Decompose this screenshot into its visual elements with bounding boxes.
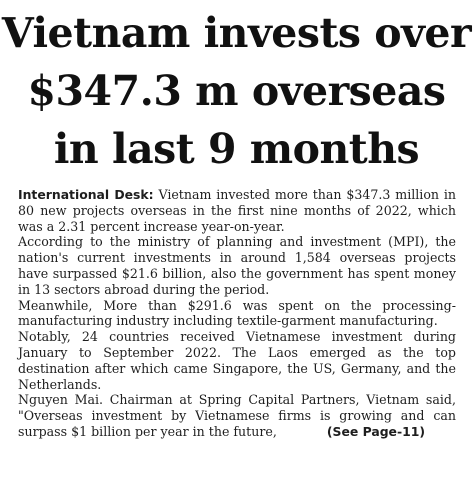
headline-line-3: in last 9 months [53,125,420,173]
paragraph-3: Meanwhile, More than $291.6 was spent on the processing-manufacturing industry including textile-garment manufacturing. [18,297,456,329]
paragraph-2: According to the ministry of planning and investment (MPI), the nation's current investments in around 1,584 overseas projects have surpassed $21.6 billion, also the government has spent money in 13 sectors abroad during the period. [18,234,456,297]
article-body [18,187,456,440]
headline [0,4,473,178]
paragraph-4: Notably, 24 countries received Vietnamese investment during January to September 2022. The Laos emerged as the top destination after which came Singapore, the US, Germany, and the Netherlands. [18,329,456,392]
dateline: International Desk: [18,187,154,202]
paragraph-5 [18,392,456,439]
headline-line-2: $347.3 m overseas [27,67,446,115]
headline-line-1: Vietnam invests over [1,9,472,57]
paragraph-5-text: Nguyen Mai. Chairman at Spring Capital Partners, Vietnam said, "Overseas investment by Vietnamese firms is growing and can surpass $1 billion per year in the future, [18,392,456,439]
continued-on-page[interactable]: (See Page-11) [326,423,426,439]
paragraph-1-text: Vietnam invested more than $347.3 million in 80 new projects overseas in the first nine months of 2022, which was a 2.31 percent increase year-on-year. [18,187,456,234]
paragraph-1 [18,187,456,234]
